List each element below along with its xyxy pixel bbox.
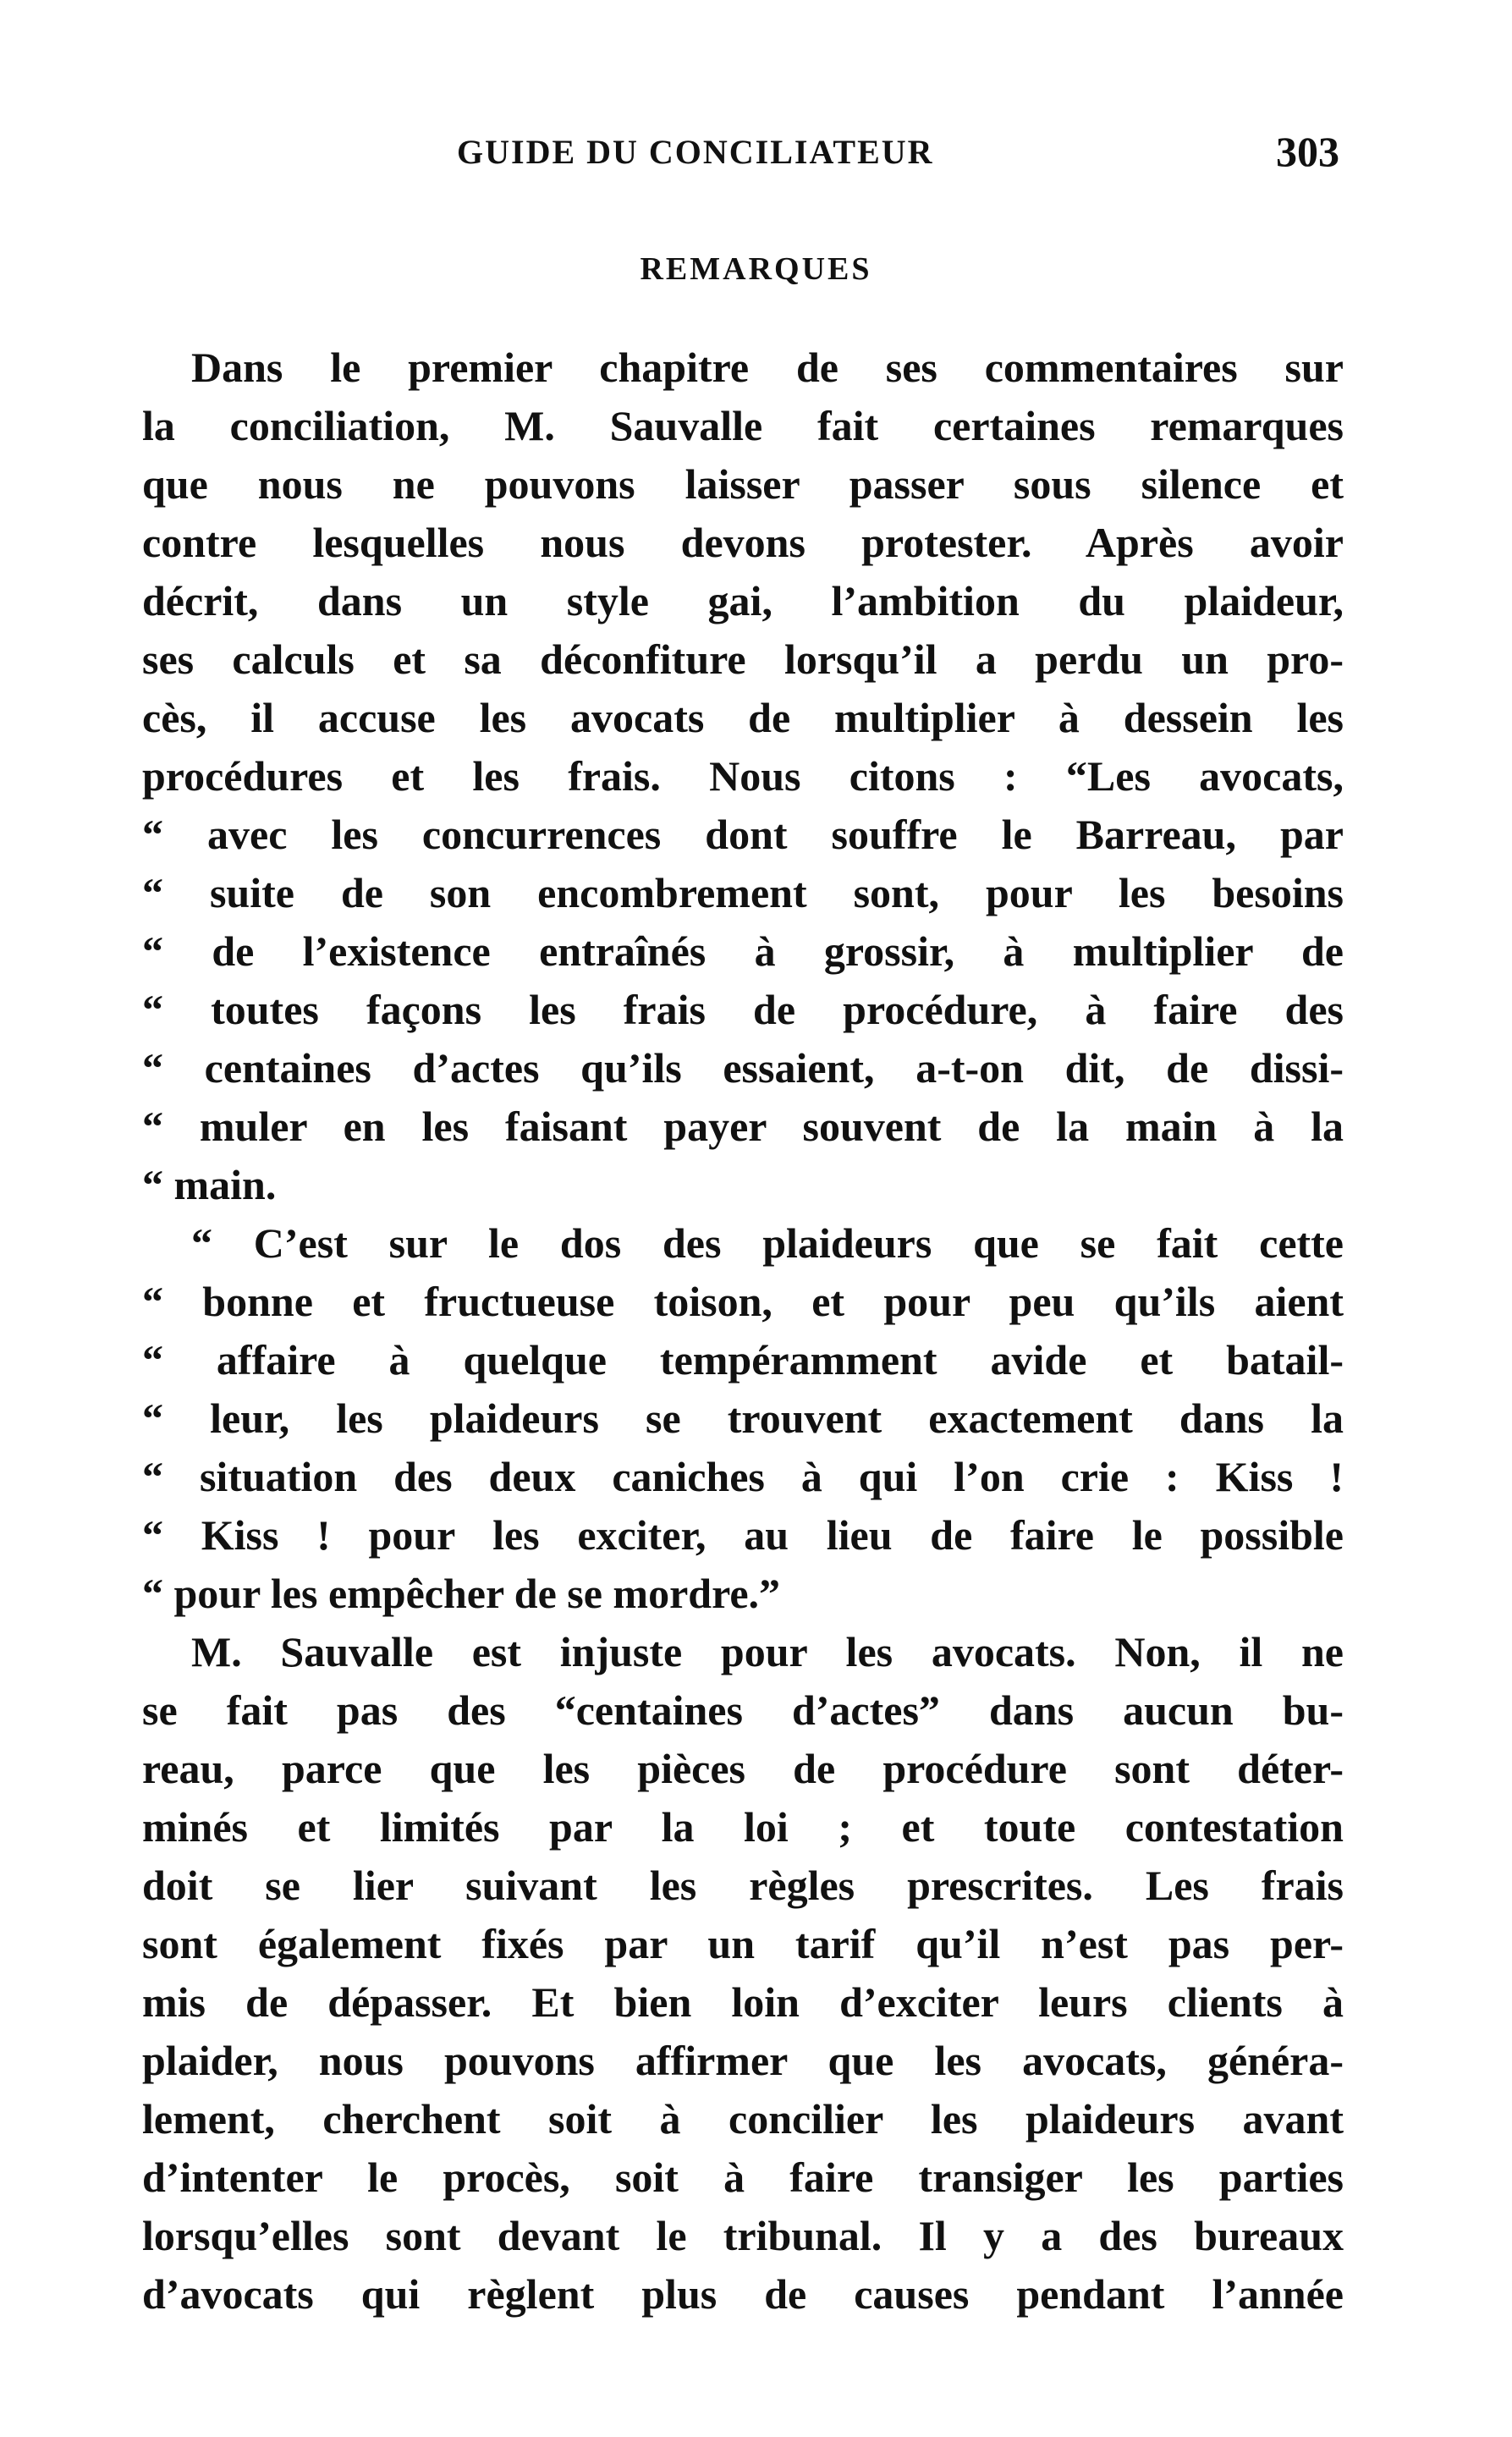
text-line: d’avocats qui règlent plus de causes pendant l’année xyxy=(142,2270,1344,2318)
text-line: que nous ne pouvons laisser passer sous silence et xyxy=(142,460,1344,508)
text-line: M. Sauvalle est injuste pour les avocats. Non, il ne xyxy=(191,1628,1344,1675)
quote-line: “ bonne et fructueuse toison, et pour peu qu’ils aient xyxy=(142,1278,1344,1325)
text-line: cès, il accuse les avocats de multiplier à dessein les xyxy=(142,694,1344,741)
text-line: doit se lier suivant les règles prescrites. Les frais xyxy=(142,1862,1344,1909)
quote-line: “ leur, les plaideurs se trouvent exactement dans la xyxy=(142,1395,1344,1442)
quote-line: “ de l’existence entraînés à grossir, à multiplier de xyxy=(142,927,1344,975)
text-line: la conciliation, M. Sauvalle fait certaines remarques xyxy=(142,402,1344,449)
text-line: Dans le premier chapitre de ses commentaires sur xyxy=(191,344,1344,391)
quote-line: “ Kiss ! pour les exciter, au lieu de faire le possible xyxy=(142,1511,1344,1559)
text-line: lorsqu’elles sont devant le tribunal. Il y a des bureaux xyxy=(142,2212,1344,2259)
quote-line: “ muler en les faisant payer souvent de la main à la xyxy=(142,1103,1344,1150)
quote-line: “ C’est sur le dos des plaideurs que se fait cette xyxy=(191,1219,1344,1267)
quote-line: “ pour les empêcher de se mordre.” xyxy=(142,1570,781,1617)
text-line: se fait pas des “centaines d’actes” dans aucun bu- xyxy=(142,1686,1344,1734)
text-line: reau, parce que les pièces de procédure sont déter- xyxy=(142,1745,1344,1792)
text-line: sont également fixés par un tarif qu’il n’est pas per- xyxy=(142,1920,1344,1967)
body-text xyxy=(142,338,1344,2324)
quote-line: “ main. xyxy=(142,1161,277,1208)
text-line: plaider, nous pouvons affirmer que les avocats, généra- xyxy=(142,2037,1344,2084)
text-line: ses calculs et sa déconfiture lorsqu’il a perdu un pro- xyxy=(142,635,1344,683)
page-number: 303 xyxy=(1276,128,1339,175)
text-line: lement, cherchent soit à concilier les plaideurs avant xyxy=(142,2095,1344,2143)
text-line: procédures et les frais. Nous citons : “Les avocats, xyxy=(142,752,1344,800)
running-title: GUIDE DU CONCILIATEUR xyxy=(457,133,934,171)
text-line: mis de dépasser. Et bien loin d’exciter leurs clients à xyxy=(142,1978,1344,2026)
quote-line: “ avec les concurrences dont souffre le Barreau, par xyxy=(142,811,1344,858)
text-line: d’intenter le procès, soit à faire transiger les parties xyxy=(142,2154,1344,2201)
text-line: minés et limités par la loi ; et toute contestation xyxy=(142,1803,1344,1851)
section-heading: REMARQUES xyxy=(640,251,872,287)
quote-line: “ affaire à quelque tempéramment avide et batail- xyxy=(142,1336,1344,1384)
text-line: contre lesquelles nous devons protester. Après avoir xyxy=(142,519,1344,566)
quote-line: “ suite de son encombrement sont, pour les besoins xyxy=(142,869,1344,916)
quote-line: “ situation des deux caniches à qui l’on crie : Kiss ! xyxy=(142,1453,1344,1500)
quote-line: “ centaines d’actes qu’ils essaient, a-t-on dit, de dissi- xyxy=(142,1044,1344,1092)
text-line: décrit, dans un style gai, l’ambition du plaideur, xyxy=(142,577,1344,624)
quote-line: “ toutes façons les frais de procédure, à faire des xyxy=(142,986,1344,1033)
